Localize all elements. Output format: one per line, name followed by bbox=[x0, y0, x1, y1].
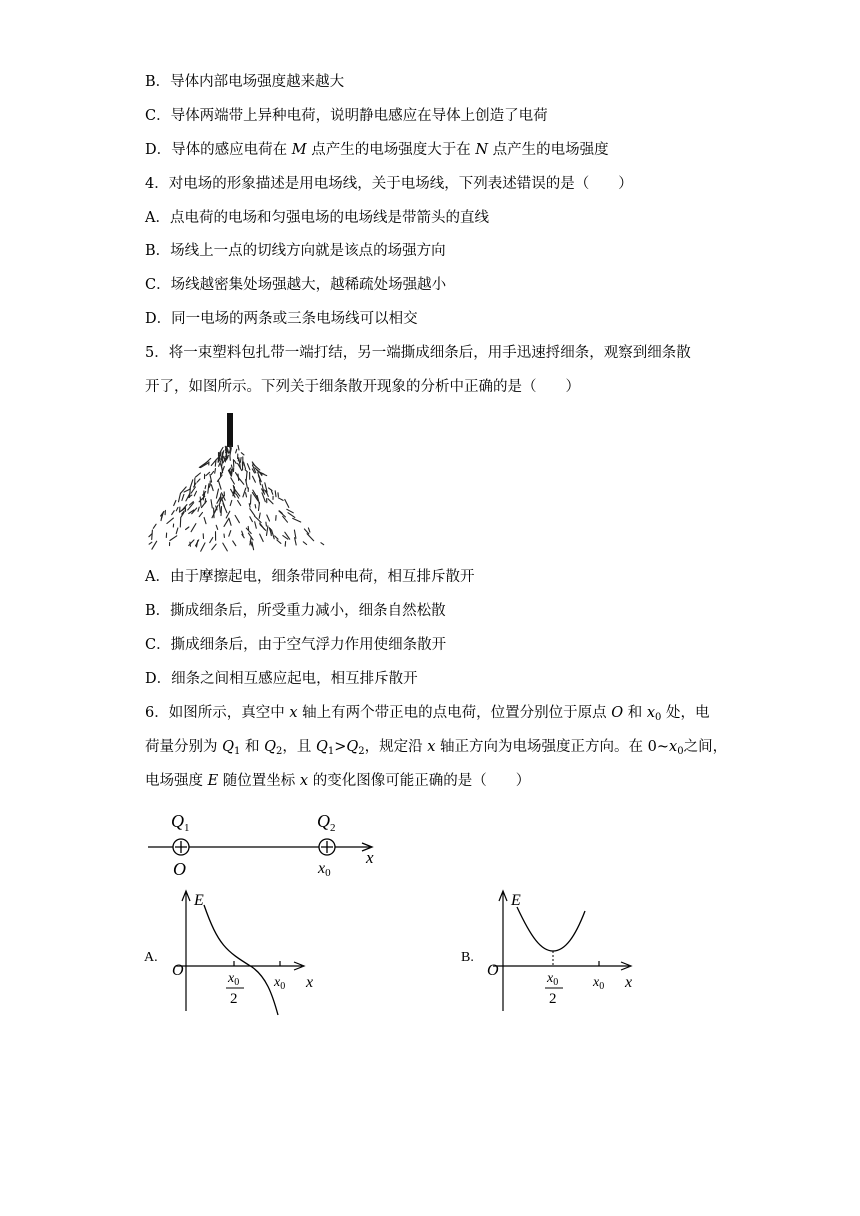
strand bbox=[196, 473, 201, 477]
origin-label: O bbox=[172, 962, 184, 979]
x-label: x bbox=[625, 974, 633, 991]
strand bbox=[197, 479, 200, 482]
q6-stem-line2: 荷量分别为 $Q_1$ 和 $Q_2$，且 $Q_1>Q_2$，规定沿 x 轴正方向为电场强度正方向。在 $0\sim x_0$之间， bbox=[145, 739, 728, 757]
q5-option-a: A．由于摩擦起电，细条带同种电荷，相互排斥散开 bbox=[145, 569, 475, 585]
strand bbox=[233, 541, 236, 546]
q5-stem-line2: 开了，如图所示。下列关于细条散开现象的分析中正确的是（ ） bbox=[145, 379, 580, 395]
strand bbox=[219, 504, 220, 512]
strand bbox=[229, 468, 231, 471]
strand bbox=[152, 530, 153, 540]
strand bbox=[264, 474, 267, 475]
q4-option-a: A．点电荷的电场和匀强电场的电场线是带箭头的直线 bbox=[145, 210, 489, 226]
strand bbox=[267, 526, 268, 536]
field-curve-b bbox=[517, 907, 585, 951]
strand bbox=[260, 534, 264, 541]
q5-stem-line1: 5．将一束塑料包扎带一端打结，另一端撕成细条后，用手迅速捋细条，观察到细条散 bbox=[145, 345, 691, 361]
strand bbox=[231, 478, 235, 484]
option-b-label: B. bbox=[461, 950, 474, 965]
x-label: x bbox=[306, 974, 314, 991]
strand bbox=[241, 453, 244, 455]
strand bbox=[238, 501, 241, 506]
strand bbox=[229, 518, 231, 525]
strand bbox=[288, 513, 295, 518]
strand bbox=[216, 489, 218, 498]
strand bbox=[238, 474, 239, 480]
half-x0-denominator: 2 bbox=[230, 991, 238, 1007]
q3-option-b: B．导体内部电场强度越来越大 bbox=[145, 74, 345, 90]
strand bbox=[269, 488, 273, 491]
strand bbox=[174, 501, 176, 506]
strand bbox=[268, 499, 273, 504]
strand bbox=[260, 525, 266, 531]
strand bbox=[216, 525, 218, 529]
q5-option-c: C．撕成细条后，由于空气浮力作用使细条散开 bbox=[145, 637, 447, 653]
option-a-label: A. bbox=[144, 950, 158, 965]
strand bbox=[201, 501, 206, 508]
q3-option-d: D．导体的感应电荷在 M 点产生的电场强度大于在 N 点产生的电场强度 bbox=[145, 142, 609, 158]
q5-option-d: D．细条之间相互感应起电，相互排斥散开 bbox=[145, 671, 418, 687]
strand bbox=[304, 529, 308, 534]
strand bbox=[223, 543, 228, 551]
strand bbox=[272, 491, 273, 494]
x0-label: $x_0$ bbox=[593, 975, 605, 992]
strand bbox=[190, 480, 193, 489]
strand bbox=[255, 505, 256, 509]
q6-stem-line1: 6．如图所示，真空中 x 轴上有两个带正电的点电荷，位置分别位于原点 O 和 $x_0$ 处，电 bbox=[145, 705, 710, 723]
strand bbox=[307, 534, 314, 541]
strand bbox=[224, 519, 229, 527]
strand bbox=[230, 500, 232, 505]
q5-option-b: B．撕成细条后，所受重力减小，细条自然松散 bbox=[145, 603, 446, 619]
strand bbox=[194, 491, 196, 496]
strand bbox=[220, 452, 221, 459]
strand bbox=[233, 492, 234, 496]
strand bbox=[205, 486, 206, 489]
strand bbox=[200, 497, 201, 506]
strand bbox=[176, 528, 178, 534]
e-label: E bbox=[511, 892, 521, 909]
strand bbox=[211, 500, 212, 508]
strand bbox=[229, 531, 231, 537]
strand bbox=[259, 503, 260, 511]
strand bbox=[152, 541, 157, 549]
half-x0-denominator: 2 bbox=[549, 991, 557, 1007]
strand bbox=[212, 544, 216, 550]
half-x0-numerator: $x_0$ bbox=[228, 971, 240, 988]
strand bbox=[253, 476, 256, 482]
strand bbox=[308, 528, 310, 532]
strand bbox=[240, 480, 244, 485]
strand bbox=[206, 472, 210, 475]
strand bbox=[267, 515, 270, 521]
strand bbox=[182, 494, 184, 500]
strand bbox=[235, 515, 239, 522]
strand bbox=[184, 489, 190, 492]
q6-stem-line3: 电场强度 E 随位置坐标 x 的变化图像可能正确的是（ ） bbox=[145, 773, 531, 789]
strand bbox=[190, 542, 191, 546]
q4-option-c: C．场线越密集处场强越大，越稀疏处场强越小 bbox=[145, 277, 447, 293]
strand bbox=[218, 480, 221, 489]
strand bbox=[321, 543, 324, 545]
strand bbox=[293, 518, 301, 522]
strand bbox=[240, 458, 241, 463]
strand bbox=[272, 530, 275, 539]
field-curve-a bbox=[204, 905, 278, 1015]
label-q2: $Q_2$ bbox=[317, 811, 336, 834]
strand-knot bbox=[227, 413, 233, 447]
strand bbox=[176, 507, 178, 510]
strand bbox=[199, 512, 202, 516]
strand bbox=[275, 491, 276, 497]
strand bbox=[181, 487, 187, 494]
strand bbox=[170, 536, 177, 541]
strand bbox=[191, 524, 196, 532]
strand bbox=[208, 484, 209, 493]
strand bbox=[191, 487, 195, 493]
strand bbox=[244, 462, 246, 469]
q4-option-b: B．场线上一点的切线方向就是该点的场强方向 bbox=[145, 243, 446, 259]
q4-stem: 4．对电场的形象描述是用电场线，关于电场线，下列表述错误的是（ ） bbox=[145, 176, 633, 192]
strand bbox=[285, 500, 289, 508]
strand bbox=[149, 542, 152, 544]
strand bbox=[275, 536, 278, 539]
half-x0-numerator: $x_0$ bbox=[547, 971, 559, 988]
option-b-graph bbox=[457, 885, 657, 1020]
label-x0: x0 bbox=[318, 860, 331, 879]
strand bbox=[201, 543, 205, 551]
strand bbox=[236, 473, 240, 480]
strand bbox=[211, 458, 217, 465]
strand bbox=[236, 449, 237, 453]
x0-label: $x_0$ bbox=[274, 975, 286, 992]
strand bbox=[211, 471, 213, 474]
strand bbox=[259, 513, 260, 518]
strand bbox=[204, 518, 206, 524]
strand bbox=[172, 511, 175, 515]
strand bbox=[266, 522, 267, 526]
strand bbox=[255, 516, 262, 522]
plastic-strands-figure bbox=[140, 405, 340, 555]
strand bbox=[278, 498, 283, 501]
strand bbox=[251, 495, 252, 504]
strand bbox=[238, 445, 239, 450]
strand bbox=[221, 507, 222, 516]
strand bbox=[245, 470, 247, 472]
strand bbox=[277, 540, 281, 543]
strand bbox=[294, 530, 296, 538]
strand bbox=[255, 522, 257, 528]
strand bbox=[153, 524, 156, 528]
label-q1: $Q_1$ bbox=[171, 811, 190, 834]
strand bbox=[210, 538, 213, 543]
strand bbox=[211, 485, 213, 491]
strand bbox=[231, 465, 232, 468]
strand bbox=[217, 475, 222, 481]
strand bbox=[227, 455, 228, 458]
charge-axis-figure bbox=[140, 805, 390, 885]
strand bbox=[247, 464, 250, 470]
option-a-graph bbox=[140, 885, 340, 1020]
strand bbox=[215, 469, 216, 474]
label-origin: O bbox=[173, 859, 186, 879]
e-label: E bbox=[194, 892, 204, 909]
q4-option-d: D．同一电场的两条或三条电场线可以相交 bbox=[145, 311, 418, 327]
origin-label: O bbox=[487, 962, 499, 979]
strand bbox=[179, 493, 181, 502]
strand bbox=[250, 517, 253, 522]
strand bbox=[186, 527, 189, 530]
strand bbox=[250, 509, 255, 516]
strand bbox=[234, 461, 236, 464]
strand bbox=[198, 507, 199, 511]
strand bbox=[246, 493, 247, 497]
strand bbox=[303, 542, 306, 545]
q3-option-c: C．导体两端带上异种电荷，说明静电感应在导体上创造了电荷 bbox=[145, 108, 548, 124]
label-x-axis: x bbox=[366, 848, 374, 867]
strand bbox=[167, 518, 174, 523]
